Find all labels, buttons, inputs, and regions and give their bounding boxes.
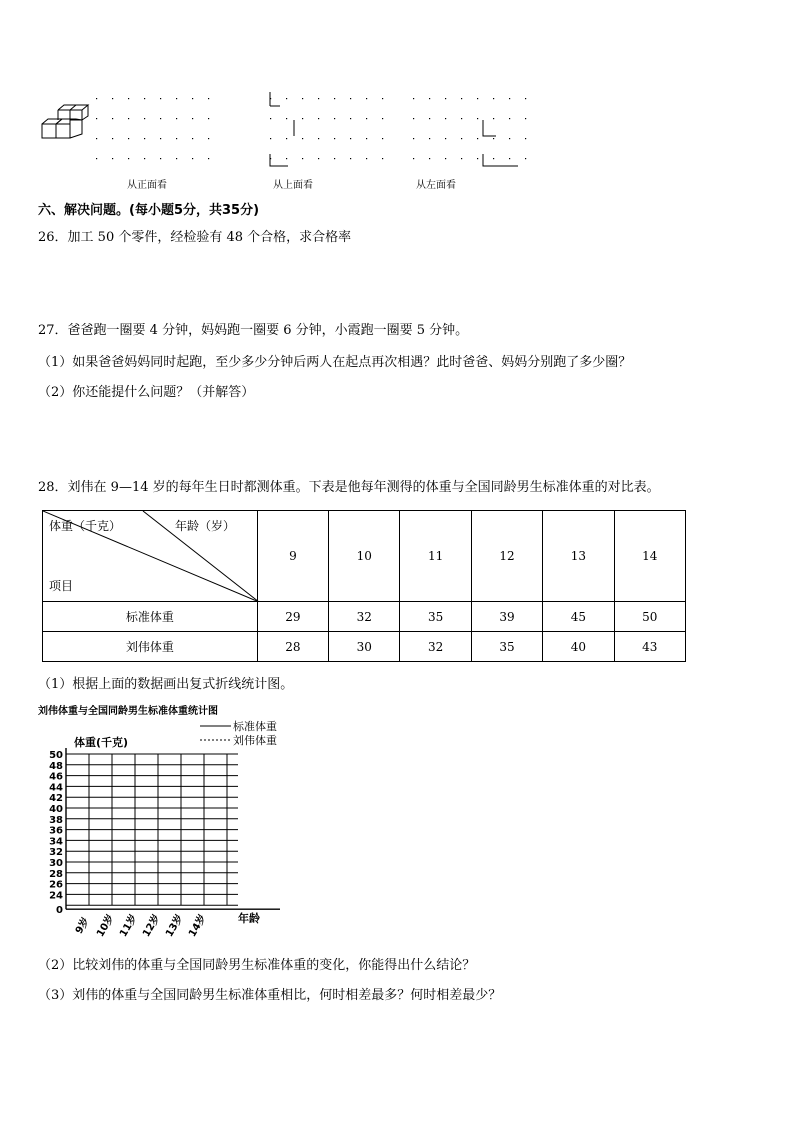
- grid-dot: [334, 118, 335, 119]
- grid-dot: [144, 158, 145, 159]
- table-corner-cell: [43, 511, 258, 602]
- section-heading: 六、解决问题。(每小题5分，共35分): [38, 203, 260, 218]
- x-axis-label: 年龄: [238, 912, 260, 925]
- grid-dot: [144, 138, 145, 139]
- question-28-part-2: （2）比较刘伟的体重与全国同龄男生标准体重的变化，你能得出什么结论？: [38, 958, 476, 973]
- x-tick-label: 13岁: [164, 912, 186, 940]
- x-tick-label: 14岁: [187, 912, 209, 940]
- age-header: 9: [257, 511, 328, 602]
- grid-dot: [144, 98, 145, 99]
- grid-dot: [96, 98, 97, 99]
- grid-dot: [318, 98, 319, 99]
- x-tick-label: 12岁: [141, 912, 163, 940]
- grid-dot: [445, 118, 446, 119]
- grid-dot: [192, 98, 193, 99]
- grid-dot: [270, 138, 271, 139]
- table-cell: 35: [471, 632, 542, 662]
- grid-dot: [128, 138, 129, 139]
- question-28: 28．刘伟在 9—14 岁的每年生日时都测体重。下表是他每年测得的体重与全国同龄男生标准体重的对比表。: [38, 480, 660, 495]
- grid-dot: [286, 158, 287, 159]
- y-axis-label: 体重(千克): [74, 736, 129, 749]
- grid-dot: [128, 118, 129, 119]
- y-tick-label: 46: [49, 771, 63, 783]
- dot-grid: [96, 98, 526, 159]
- grid-dot: [477, 118, 478, 119]
- question-28-part-1: （1）根据上面的数据画出复式折线统计图。: [38, 677, 294, 692]
- y-tick-label: 50: [49, 750, 63, 761]
- y-tick-label: 40: [49, 804, 63, 815]
- grid-dot: [429, 138, 430, 139]
- front-view-label: 从正面看: [127, 180, 167, 191]
- grid-dot: [413, 138, 414, 139]
- chart-title: 刘伟体重与全国同龄男生标准体重统计图: [38, 706, 218, 717]
- grid-dot: [176, 98, 177, 99]
- grid-dot: [128, 158, 129, 159]
- table-cell: 30: [329, 632, 400, 662]
- grid-dot: [286, 138, 287, 139]
- question-27: 27．爸爸跑一圈要 4 分钟，妈妈跑一圈要 6 分钟，小霞跑一圈要 5 分钟。: [38, 323, 469, 338]
- grid-dot: [350, 158, 351, 159]
- grid-dot: [429, 118, 430, 119]
- table-cell: 32: [329, 602, 400, 632]
- corner-weight-label: 体重（千克）: [49, 519, 122, 533]
- grid-dot: [366, 138, 367, 139]
- grid-dot: [382, 98, 383, 99]
- grid-dot: [270, 118, 271, 119]
- grid-dot: [350, 138, 351, 139]
- grid-dot: [445, 158, 446, 159]
- grid-dot: [160, 138, 161, 139]
- cube-stack-drawing: [42, 105, 88, 138]
- grid-dot: [128, 98, 129, 99]
- grid-dot: [318, 158, 319, 159]
- grid-dot: [350, 98, 351, 99]
- table-cell: 39: [471, 602, 542, 632]
- grid-dot: [366, 118, 367, 119]
- grid-dot: [525, 118, 526, 119]
- row-label-liuwei: 刘伟体重: [43, 632, 258, 662]
- grid-dot: [192, 118, 193, 119]
- grid-dot: [208, 98, 209, 99]
- age-header: 12: [471, 511, 542, 602]
- y-tick-label: 24: [49, 890, 63, 902]
- y-tick-label: 26: [49, 879, 63, 891]
- table-cell: 29: [257, 602, 328, 632]
- grid-dot: [176, 158, 177, 159]
- y-tick-label: 32: [49, 847, 63, 859]
- grid-dot: [445, 98, 446, 99]
- grid-dot: [302, 98, 303, 99]
- grid-dot: [96, 118, 97, 119]
- table-cell: 28: [257, 632, 328, 662]
- grid-dot: [413, 158, 414, 159]
- grid-dot: [493, 138, 494, 139]
- grid-dot: [176, 118, 177, 119]
- y-tick-label: 44: [49, 782, 63, 794]
- grid-dot: [318, 138, 319, 139]
- y-tick-label: 42: [49, 793, 63, 805]
- y-tick-label: 36: [49, 825, 63, 837]
- table-cell: 32: [400, 632, 471, 662]
- grid-dot: [208, 118, 209, 119]
- table-cell: 43: [614, 632, 685, 662]
- x-tick-label: 11岁: [118, 912, 140, 940]
- grid-dot: [525, 98, 526, 99]
- left-view-label: 从左面看: [416, 180, 456, 191]
- grid-dot: [461, 118, 462, 119]
- grid-dot: [302, 158, 303, 159]
- line-chart: [36, 700, 296, 940]
- grid-dot: [461, 138, 462, 139]
- grid-dot: [334, 158, 335, 159]
- x-tick-label: 10岁: [95, 912, 117, 940]
- grid-dot: [509, 158, 510, 159]
- y-tick-label: 0: [56, 905, 63, 917]
- three-view-figure: [38, 92, 538, 176]
- grid-dot: [525, 158, 526, 159]
- grid-dot: [112, 158, 113, 159]
- row-label-standard: 标准体重: [43, 602, 258, 632]
- grid-dot: [429, 158, 430, 159]
- grid-marks: [270, 92, 518, 166]
- age-header: 10: [329, 511, 400, 602]
- y-tick-label: 38: [49, 814, 63, 826]
- table-cell: 50: [614, 602, 685, 632]
- grid-dot: [477, 138, 478, 139]
- weight-table: [42, 510, 686, 662]
- legend-standard: 标准体重: [233, 720, 277, 733]
- legend-liuwei: 刘伟体重: [233, 734, 277, 747]
- question-27-part-1: （1）如果爸爸妈妈同时起跑，至少多少分钟后两人在起点再次相遇？此时爸爸、妈妈分别跑了多少圈？: [38, 355, 632, 370]
- question-27-part-2: （2）你还能提什么问题？（并解答）: [38, 385, 255, 400]
- grid-dot: [477, 158, 478, 159]
- y-tick-label: 28: [49, 868, 63, 880]
- corner-age-label: 年龄（岁）: [175, 519, 236, 533]
- corner-item-label: 项目: [49, 579, 74, 593]
- grid-dot: [160, 158, 161, 159]
- grid-dot: [413, 98, 414, 99]
- y-tick-label: 30: [49, 858, 63, 869]
- grid-dot: [144, 118, 145, 119]
- grid-dot: [350, 118, 351, 119]
- grid-dot: [382, 158, 383, 159]
- grid-dot: [176, 138, 177, 139]
- grid-dot: [96, 158, 97, 159]
- grid-dot: [160, 98, 161, 99]
- grid-dot: [493, 98, 494, 99]
- table-cell: 45: [543, 602, 614, 632]
- age-header: 13: [543, 511, 614, 602]
- grid-dot: [192, 138, 193, 139]
- question-28-part-3: （3）刘伟的体重与全国同龄男生标准体重相比，何时相差最多？何时相差最少？: [38, 988, 502, 1003]
- grid-dot: [525, 138, 526, 139]
- grid-dot: [461, 98, 462, 99]
- grid-dot: [208, 158, 209, 159]
- grid-dot: [96, 138, 97, 139]
- grid-dot: [302, 118, 303, 119]
- grid-dot: [493, 158, 494, 159]
- table-cell: 40: [543, 632, 614, 662]
- grid-dot: [413, 118, 414, 119]
- grid-dot: [509, 118, 510, 119]
- grid-dot: [286, 118, 287, 119]
- grid-dot: [477, 98, 478, 99]
- grid-dot: [302, 138, 303, 139]
- grid-dot: [112, 118, 113, 119]
- grid-dot: [334, 138, 335, 139]
- grid-dot: [318, 118, 319, 119]
- grid-dot: [160, 118, 161, 119]
- grid-dot: [334, 98, 335, 99]
- question-26: 26．加工 50 个零件，经检验有 48 个合格，求合格率: [38, 230, 352, 245]
- age-header: 14: [614, 511, 685, 602]
- grid-dot: [509, 138, 510, 139]
- top-view-label: 从上面看: [273, 180, 313, 191]
- grid-dot: [493, 118, 494, 119]
- grid-dot: [382, 138, 383, 139]
- grid-dot: [382, 118, 383, 119]
- y-tick-label: 34: [49, 836, 63, 848]
- grid-dot: [366, 158, 367, 159]
- grid-dot: [429, 98, 430, 99]
- x-tick-label: 9岁: [73, 915, 92, 937]
- grid-dot: [192, 158, 193, 159]
- grid-dot: [366, 98, 367, 99]
- grid-dot: [461, 158, 462, 159]
- grid-dot: [112, 138, 113, 139]
- age-header: 11: [400, 511, 471, 602]
- grid-dot: [208, 138, 209, 139]
- table-cell: 35: [400, 602, 471, 632]
- grid-dot: [112, 98, 113, 99]
- y-tick-label: 48: [49, 760, 63, 772]
- grid-dot: [286, 98, 287, 99]
- grid-dot: [509, 98, 510, 99]
- grid-dot: [445, 138, 446, 139]
